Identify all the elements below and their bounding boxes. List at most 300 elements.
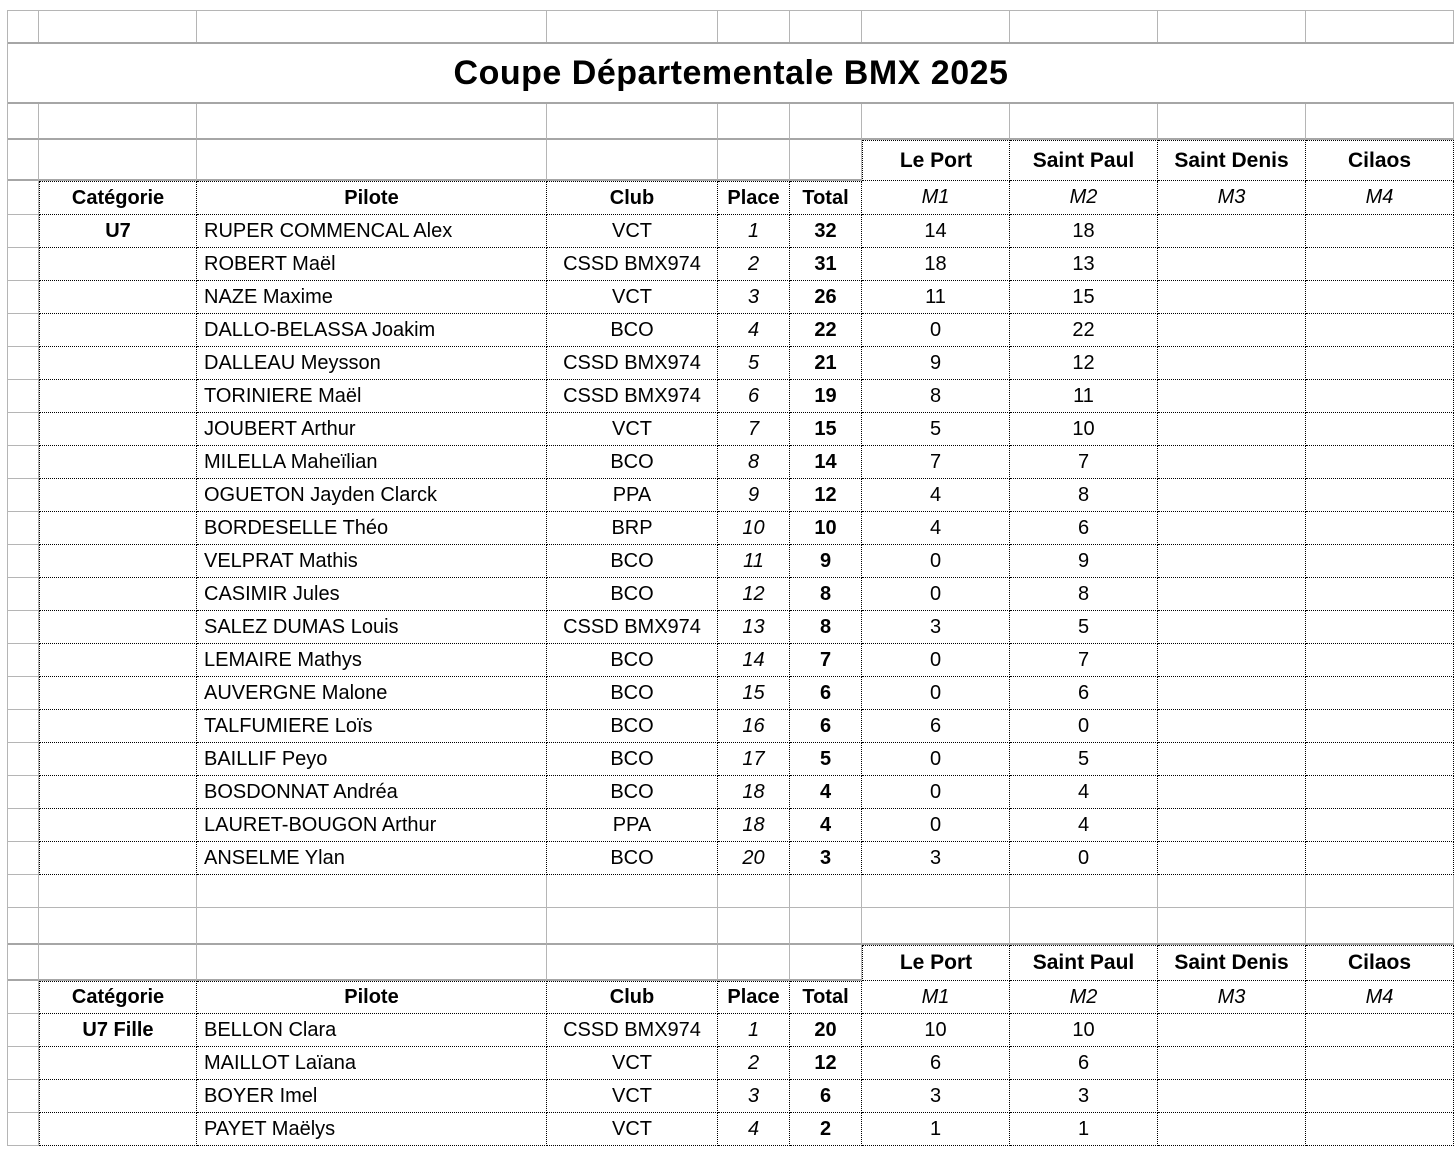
m3-cell bbox=[1158, 380, 1306, 413]
m2-cell: 10 bbox=[1010, 1014, 1158, 1047]
m4-cell bbox=[1306, 380, 1454, 413]
column-header-club: Club bbox=[547, 981, 718, 1014]
club-cell: VCT bbox=[547, 215, 718, 248]
pilote-cell: MAILLOT Laïana bbox=[197, 1047, 547, 1080]
m4-cell bbox=[1306, 446, 1454, 479]
m1-cell: 4 bbox=[862, 512, 1010, 545]
m1-cell: 18 bbox=[862, 248, 1010, 281]
m2-cell: 6 bbox=[1010, 1047, 1158, 1080]
grid-row bbox=[8, 875, 1454, 908]
m3-cell bbox=[1158, 446, 1306, 479]
grid-cell bbox=[790, 945, 862, 981]
m1-cell: 0 bbox=[862, 545, 1010, 578]
category-cell bbox=[39, 809, 197, 842]
section-u7-fille bbox=[8, 1014, 1454, 1146]
m3-cell bbox=[1158, 248, 1306, 281]
place-cell: 6 bbox=[718, 380, 790, 413]
place-cell: 10 bbox=[718, 512, 790, 545]
total-cell: 8 bbox=[790, 578, 862, 611]
grid-cell bbox=[8, 314, 39, 347]
category-cell bbox=[39, 1047, 197, 1080]
m2-cell: 3 bbox=[1010, 1080, 1158, 1113]
grid-cell bbox=[718, 908, 790, 945]
table-row bbox=[8, 1113, 1454, 1146]
pilote-cell: BELLON Clara bbox=[197, 1014, 547, 1047]
grid-cell bbox=[8, 842, 39, 875]
column-header-m4: M4 bbox=[1306, 981, 1454, 1014]
m1-cell: 0 bbox=[862, 743, 1010, 776]
grid-cell bbox=[1306, 875, 1454, 908]
club-cell: VCT bbox=[547, 413, 718, 446]
m4-cell bbox=[1306, 644, 1454, 677]
club-cell: VCT bbox=[547, 1080, 718, 1113]
club-cell: BCO bbox=[547, 677, 718, 710]
m4-cell bbox=[1306, 1113, 1454, 1146]
grid-cell bbox=[1010, 908, 1158, 945]
column-header-place: Place bbox=[718, 181, 790, 215]
table-row bbox=[8, 413, 1454, 446]
grid-cell bbox=[1158, 875, 1306, 908]
m2-cell: 5 bbox=[1010, 743, 1158, 776]
place-cell: 17 bbox=[718, 743, 790, 776]
pilote-cell: CASIMIR Jules bbox=[197, 578, 547, 611]
grid-cell bbox=[1010, 875, 1158, 908]
m3-cell bbox=[1158, 314, 1306, 347]
m4-cell bbox=[1306, 1047, 1454, 1080]
m3-cell bbox=[1158, 710, 1306, 743]
grid-cell bbox=[790, 104, 862, 140]
pilote-cell: ANSELME Ylan bbox=[197, 842, 547, 875]
table-row bbox=[8, 842, 1454, 875]
m1-cell: 0 bbox=[862, 644, 1010, 677]
m2-cell: 11 bbox=[1010, 380, 1158, 413]
pilote-cell: DALLEAU Meysson bbox=[197, 347, 547, 380]
column-header-m2: M2 bbox=[1010, 181, 1158, 215]
table-row bbox=[8, 1080, 1454, 1113]
venue-header-row bbox=[8, 140, 1454, 181]
club-cell: BCO bbox=[547, 578, 718, 611]
grid-cell bbox=[197, 908, 547, 945]
table-row bbox=[8, 446, 1454, 479]
column-header-m1: M1 bbox=[862, 181, 1010, 215]
category-cell bbox=[39, 281, 197, 314]
m3-cell bbox=[1158, 215, 1306, 248]
pilote-cell: AUVERGNE Malone bbox=[197, 677, 547, 710]
m3-cell bbox=[1158, 413, 1306, 446]
table-row bbox=[8, 776, 1454, 809]
m2-cell: 22 bbox=[1010, 314, 1158, 347]
m4-cell bbox=[1306, 743, 1454, 776]
grid-cell bbox=[8, 945, 39, 981]
m1-cell: 3 bbox=[862, 611, 1010, 644]
grid-cell bbox=[8, 512, 39, 545]
title-row bbox=[8, 42, 1454, 104]
total-cell: 21 bbox=[790, 347, 862, 380]
m1-cell: 4 bbox=[862, 479, 1010, 512]
place-cell: 13 bbox=[718, 611, 790, 644]
table-row bbox=[8, 743, 1454, 776]
table-row bbox=[8, 281, 1454, 314]
total-cell: 32 bbox=[790, 215, 862, 248]
venue-header-row bbox=[8, 945, 1454, 981]
m3-cell bbox=[1158, 281, 1306, 314]
total-cell: 15 bbox=[790, 413, 862, 446]
m1-cell: 11 bbox=[862, 281, 1010, 314]
grid-cell bbox=[1158, 908, 1306, 945]
table-row bbox=[8, 545, 1454, 578]
column-header-m3: M3 bbox=[1158, 981, 1306, 1014]
pilote-cell: BOSDONNAT Andréa bbox=[197, 776, 547, 809]
place-cell: 2 bbox=[718, 1047, 790, 1080]
total-cell: 6 bbox=[790, 1080, 862, 1113]
m2-cell: 4 bbox=[1010, 776, 1158, 809]
grid-cell bbox=[8, 10, 39, 42]
m2-cell: 5 bbox=[1010, 611, 1158, 644]
total-cell: 3 bbox=[790, 842, 862, 875]
grid-cell bbox=[8, 809, 39, 842]
m4-cell bbox=[1306, 809, 1454, 842]
m3-cell bbox=[1158, 1080, 1306, 1113]
m3-cell bbox=[1158, 545, 1306, 578]
venue-header-le-port: Le Port bbox=[862, 945, 1010, 981]
m4-cell bbox=[1306, 842, 1454, 875]
m3-cell bbox=[1158, 743, 1306, 776]
club-cell: VCT bbox=[547, 281, 718, 314]
total-cell: 12 bbox=[790, 479, 862, 512]
m3-cell bbox=[1158, 347, 1306, 380]
grid-cell bbox=[547, 875, 718, 908]
club-cell: CSSD BMX974 bbox=[547, 1014, 718, 1047]
pilote-cell: LAURET-BOUGON Arthur bbox=[197, 809, 547, 842]
table-row bbox=[8, 347, 1454, 380]
m3-cell bbox=[1158, 1113, 1306, 1146]
grid-cell bbox=[718, 140, 790, 181]
m1-cell: 0 bbox=[862, 578, 1010, 611]
category-cell bbox=[39, 446, 197, 479]
column-header-m3: M3 bbox=[1158, 181, 1306, 215]
grid-cell bbox=[547, 10, 718, 42]
m3-cell bbox=[1158, 1014, 1306, 1047]
category-cell: U7 bbox=[39, 215, 197, 248]
grid-cell bbox=[197, 140, 547, 181]
category-cell bbox=[39, 347, 197, 380]
table-row bbox=[8, 1047, 1454, 1080]
column-header-row bbox=[8, 981, 1454, 1014]
club-cell: BCO bbox=[547, 644, 718, 677]
club-cell: BCO bbox=[547, 743, 718, 776]
grid-cell bbox=[8, 710, 39, 743]
grid-cell bbox=[790, 140, 862, 181]
m2-cell: 8 bbox=[1010, 479, 1158, 512]
m4-cell bbox=[1306, 215, 1454, 248]
table-row bbox=[8, 644, 1454, 677]
club-cell: VCT bbox=[547, 1113, 718, 1146]
column-header-categorie: Catégorie bbox=[39, 181, 197, 215]
m1-cell: 0 bbox=[862, 776, 1010, 809]
m2-cell: 6 bbox=[1010, 677, 1158, 710]
m1-cell: 6 bbox=[862, 1047, 1010, 1080]
pilote-cell: BOYER Imel bbox=[197, 1080, 547, 1113]
total-cell: 19 bbox=[790, 380, 862, 413]
grid-cell bbox=[197, 945, 547, 981]
column-header-m2: M2 bbox=[1010, 981, 1158, 1014]
category-cell bbox=[39, 842, 197, 875]
grid-cell bbox=[8, 215, 39, 248]
m2-cell: 13 bbox=[1010, 248, 1158, 281]
category-cell bbox=[39, 611, 197, 644]
m4-cell bbox=[1306, 248, 1454, 281]
m1-cell: 0 bbox=[862, 809, 1010, 842]
m3-cell bbox=[1158, 1047, 1306, 1080]
table-row bbox=[8, 611, 1454, 644]
m4-cell bbox=[1306, 281, 1454, 314]
m4-cell bbox=[1306, 1014, 1454, 1047]
grid-cell bbox=[1306, 908, 1454, 945]
venue-header-cilaos: Cilaos bbox=[1306, 140, 1454, 181]
grid-cell bbox=[8, 181, 39, 215]
grid-cell bbox=[8, 1080, 39, 1113]
column-header-place: Place bbox=[718, 981, 790, 1014]
column-header-categorie: Catégorie bbox=[39, 981, 197, 1014]
club-cell: PPA bbox=[547, 809, 718, 842]
grid-cell bbox=[8, 413, 39, 446]
grid-cell bbox=[718, 945, 790, 981]
column-header-row bbox=[8, 181, 1454, 215]
m1-cell: 1 bbox=[862, 1113, 1010, 1146]
place-cell: 8 bbox=[718, 446, 790, 479]
pilote-cell: SALEZ DUMAS Louis bbox=[197, 611, 547, 644]
category-cell bbox=[39, 512, 197, 545]
venue-header-saint-paul: Saint Paul bbox=[1010, 945, 1158, 981]
pilote-cell: RUPER COMMENCAL Alex bbox=[197, 215, 547, 248]
m4-cell bbox=[1306, 314, 1454, 347]
grid-cell bbox=[547, 908, 718, 945]
total-cell: 22 bbox=[790, 314, 862, 347]
category-cell bbox=[39, 578, 197, 611]
pilote-cell: TORINIERE Maël bbox=[197, 380, 547, 413]
grid-cell bbox=[8, 743, 39, 776]
column-header-m4: M4 bbox=[1306, 181, 1454, 215]
grid-cell bbox=[862, 10, 1010, 42]
m4-cell bbox=[1306, 512, 1454, 545]
venue-header-saint-denis: Saint Denis bbox=[1158, 140, 1306, 181]
pilote-cell: NAZE Maxime bbox=[197, 281, 547, 314]
grid-cell bbox=[718, 10, 790, 42]
grid-cell bbox=[8, 281, 39, 314]
grid-cell bbox=[1306, 104, 1454, 140]
m4-cell bbox=[1306, 611, 1454, 644]
page-title: Coupe Départementale BMX 2025 bbox=[453, 53, 1009, 92]
venue-header-saint-denis: Saint Denis bbox=[1158, 945, 1306, 981]
m2-cell: 15 bbox=[1010, 281, 1158, 314]
grid-cell bbox=[197, 875, 547, 908]
m3-cell bbox=[1158, 479, 1306, 512]
m1-cell: 6 bbox=[862, 710, 1010, 743]
m1-cell: 14 bbox=[862, 215, 1010, 248]
pilote-cell: ROBERT Maël bbox=[197, 248, 547, 281]
table-row bbox=[8, 479, 1454, 512]
m4-cell bbox=[1306, 776, 1454, 809]
column-header-m1: M1 bbox=[862, 981, 1010, 1014]
m1-cell: 3 bbox=[862, 1080, 1010, 1113]
grid-row bbox=[8, 104, 1454, 140]
total-cell: 31 bbox=[790, 248, 862, 281]
grid-cell bbox=[8, 677, 39, 710]
grid-cell bbox=[8, 611, 39, 644]
m1-cell: 7 bbox=[862, 446, 1010, 479]
table-row bbox=[8, 215, 1454, 248]
grid-cell bbox=[8, 875, 39, 908]
table-row bbox=[8, 710, 1454, 743]
grid-cell bbox=[1010, 104, 1158, 140]
grid-cell bbox=[790, 908, 862, 945]
grid-cell bbox=[790, 10, 862, 42]
grid-cell bbox=[718, 875, 790, 908]
club-cell: BCO bbox=[547, 545, 718, 578]
grid-cell bbox=[8, 1014, 39, 1047]
grid-cell bbox=[8, 545, 39, 578]
table-row bbox=[8, 578, 1454, 611]
place-cell: 3 bbox=[718, 281, 790, 314]
grid-cell bbox=[8, 140, 39, 181]
grid-cell bbox=[39, 140, 197, 181]
place-cell: 5 bbox=[718, 347, 790, 380]
m3-cell bbox=[1158, 512, 1306, 545]
grid-cell bbox=[8, 776, 39, 809]
place-cell: 18 bbox=[718, 809, 790, 842]
category-cell bbox=[39, 776, 197, 809]
grid-cell bbox=[8, 248, 39, 281]
m2-cell: 12 bbox=[1010, 347, 1158, 380]
m3-cell bbox=[1158, 611, 1306, 644]
place-cell: 18 bbox=[718, 776, 790, 809]
m2-cell: 9 bbox=[1010, 545, 1158, 578]
place-cell: 16 bbox=[718, 710, 790, 743]
total-cell: 9 bbox=[790, 545, 862, 578]
place-cell: 4 bbox=[718, 1113, 790, 1146]
m2-cell: 8 bbox=[1010, 578, 1158, 611]
grid-cell bbox=[39, 875, 197, 908]
pilote-cell: OGUETON Jayden Clarck bbox=[197, 479, 547, 512]
table-row bbox=[8, 677, 1454, 710]
grid-cell bbox=[8, 981, 39, 1014]
pilote-cell: VELPRAT Mathis bbox=[197, 545, 547, 578]
category-cell bbox=[39, 479, 197, 512]
grid-cell bbox=[790, 875, 862, 908]
place-cell: 1 bbox=[718, 215, 790, 248]
total-cell: 8 bbox=[790, 611, 862, 644]
venue-header-saint-paul: Saint Paul bbox=[1010, 140, 1158, 181]
category-cell bbox=[39, 413, 197, 446]
grid-cell bbox=[547, 945, 718, 981]
grid-row bbox=[8, 908, 1454, 945]
grid-cell bbox=[197, 10, 547, 42]
grid-cell bbox=[8, 908, 39, 945]
place-cell: 3 bbox=[718, 1080, 790, 1113]
club-cell: CSSD BMX974 bbox=[547, 347, 718, 380]
category-cell bbox=[39, 644, 197, 677]
club-cell: VCT bbox=[547, 1047, 718, 1080]
m2-cell: 4 bbox=[1010, 809, 1158, 842]
grid-cell bbox=[8, 104, 39, 140]
m3-cell bbox=[1158, 776, 1306, 809]
club-cell: BCO bbox=[547, 776, 718, 809]
venue-header-le-port: Le Port bbox=[862, 140, 1010, 181]
place-cell: 9 bbox=[718, 479, 790, 512]
grid-cell bbox=[8, 347, 39, 380]
column-header-pilote: Pilote bbox=[197, 981, 547, 1014]
grid-cell bbox=[1306, 10, 1454, 42]
grid-cell bbox=[547, 104, 718, 140]
m3-cell bbox=[1158, 677, 1306, 710]
m2-cell: 7 bbox=[1010, 446, 1158, 479]
grid-cell bbox=[8, 1047, 39, 1080]
grid-cell bbox=[39, 908, 197, 945]
total-cell: 4 bbox=[790, 776, 862, 809]
grid-cell bbox=[39, 104, 197, 140]
grid-cell bbox=[862, 875, 1010, 908]
club-cell: BRP bbox=[547, 512, 718, 545]
grid-cell bbox=[39, 10, 197, 42]
table-row bbox=[8, 380, 1454, 413]
total-cell: 4 bbox=[790, 809, 862, 842]
club-cell: PPA bbox=[547, 479, 718, 512]
m3-cell bbox=[1158, 578, 1306, 611]
place-cell: 7 bbox=[718, 413, 790, 446]
club-cell: BCO bbox=[547, 710, 718, 743]
m2-cell: 1 bbox=[1010, 1113, 1158, 1146]
total-cell: 14 bbox=[790, 446, 862, 479]
grid-cell bbox=[1010, 10, 1158, 42]
pilote-cell: TALFUMIERE Loïs bbox=[197, 710, 547, 743]
total-cell: 2 bbox=[790, 1113, 862, 1146]
pilote-cell: BAILLIF Peyo bbox=[197, 743, 547, 776]
total-cell: 12 bbox=[790, 1047, 862, 1080]
section-u7 bbox=[8, 215, 1454, 875]
category-cell bbox=[39, 1080, 197, 1113]
category-cell bbox=[39, 743, 197, 776]
table-row bbox=[8, 248, 1454, 281]
table-row bbox=[8, 314, 1454, 347]
place-cell: 14 bbox=[718, 644, 790, 677]
m2-cell: 6 bbox=[1010, 512, 1158, 545]
total-cell: 26 bbox=[790, 281, 862, 314]
m1-cell: 5 bbox=[862, 413, 1010, 446]
pilote-cell: MILELLA Maheïlian bbox=[197, 446, 547, 479]
m4-cell bbox=[1306, 1080, 1454, 1113]
place-cell: 1 bbox=[718, 1014, 790, 1047]
m2-cell: 0 bbox=[1010, 710, 1158, 743]
category-cell bbox=[39, 677, 197, 710]
m1-cell: 8 bbox=[862, 380, 1010, 413]
grid-cell bbox=[718, 104, 790, 140]
m1-cell: 0 bbox=[862, 677, 1010, 710]
place-cell: 11 bbox=[718, 545, 790, 578]
grid-cell bbox=[862, 908, 1010, 945]
grid-cell bbox=[8, 479, 39, 512]
category-cell bbox=[39, 314, 197, 347]
m2-cell: 18 bbox=[1010, 215, 1158, 248]
pilote-cell: LEMAIRE Mathys bbox=[197, 644, 547, 677]
m2-cell: 7 bbox=[1010, 644, 1158, 677]
pilote-cell: JOUBERT Arthur bbox=[197, 413, 547, 446]
place-cell: 15 bbox=[718, 677, 790, 710]
column-header-pilote: Pilote bbox=[197, 181, 547, 215]
m4-cell bbox=[1306, 413, 1454, 446]
club-cell: CSSD BMX974 bbox=[547, 380, 718, 413]
m2-cell: 0 bbox=[1010, 842, 1158, 875]
total-cell: 10 bbox=[790, 512, 862, 545]
